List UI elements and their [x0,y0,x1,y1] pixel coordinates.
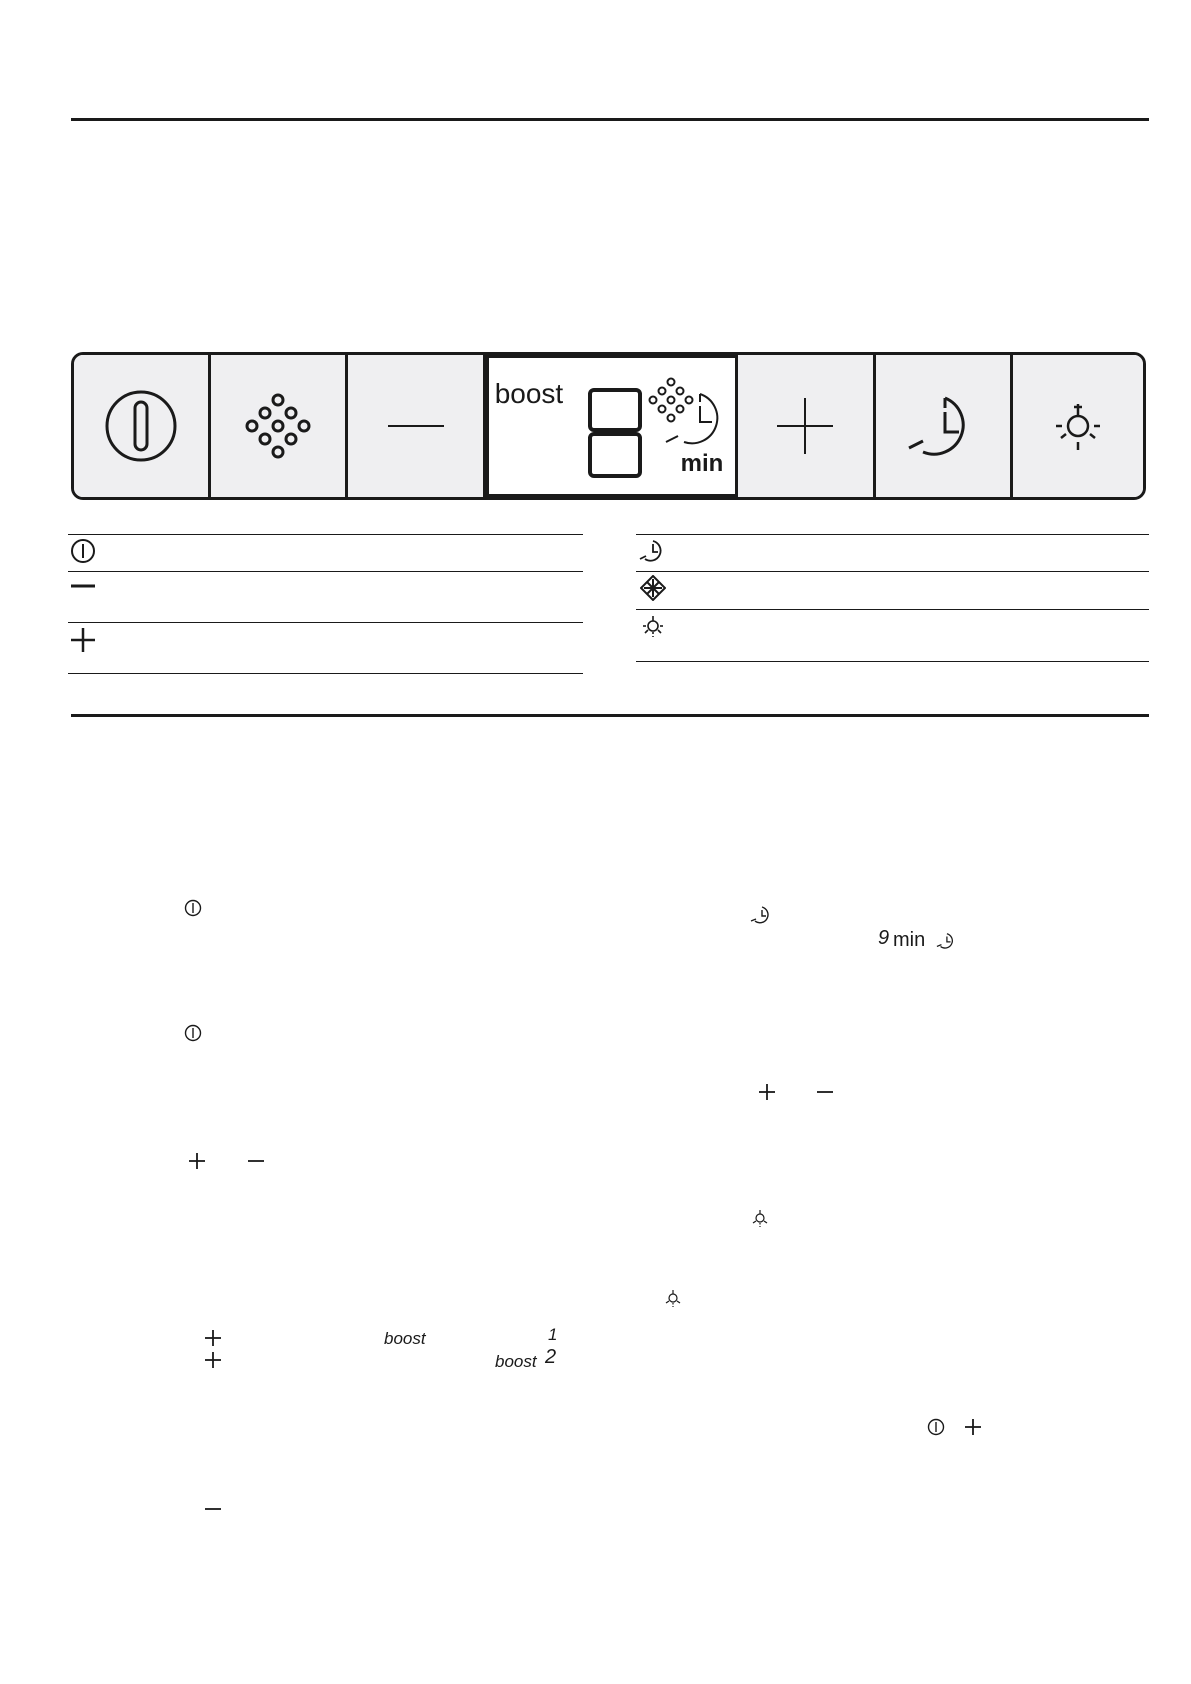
legend-row [636,534,1149,535]
plus-icon [188,1152,206,1170]
power-icon [70,538,96,564]
light-icon [750,1208,770,1228]
boost-level-1: 1 [548,1325,558,1344]
section-rule [71,714,1149,717]
control-panel [71,352,1146,500]
light-icon [1048,396,1108,456]
legend-row [68,571,583,572]
power-icon [927,1418,945,1436]
plus-icon [964,1418,982,1436]
light-icon [640,613,666,639]
minus-icon [70,580,96,592]
minus-icon [816,1088,834,1096]
minus-icon [204,1505,222,1513]
plus-icon [758,1083,776,1101]
legend-row [68,622,583,623]
power-icon [101,386,181,466]
fan-intensive-icon [243,391,313,461]
timer-icon [903,386,983,466]
boost-label: boost [384,1329,426,1348]
plus-icon [70,627,96,653]
minus-icon [247,1157,265,1165]
power-icon [184,899,202,917]
plus-icon [204,1329,222,1347]
display-panel [486,355,739,497]
plus-icon [204,1351,222,1369]
boost-label-2: boost [495,1352,537,1371]
plus-button[interactable] [738,355,875,497]
light-icon [663,1288,683,1308]
minus-button[interactable] [348,355,485,497]
power-button[interactable] [74,355,211,497]
grease-filter-icon [640,575,666,601]
display-timer-icon [664,382,732,450]
intensive-fan-button[interactable] [211,355,348,497]
top-rule [71,118,1149,121]
plus-icon [775,396,835,456]
nine-min-digit: 9 [878,927,890,949]
legend-row [68,673,583,674]
display-boost-label: boost [494,378,564,409]
timer-icon [638,537,666,565]
display-unit: min [680,450,724,477]
power-icon [184,1024,202,1042]
legend-row [636,609,1149,610]
timer-icon [750,904,772,926]
legend-row [636,661,1149,662]
boost-level-2: 2 [545,1346,557,1368]
light-button[interactable] [1013,355,1143,497]
legend-row [636,571,1149,572]
timer-icon [936,931,956,951]
nine-min-unit: min [893,929,926,951]
legend-row [68,534,583,535]
timer-button[interactable] [876,355,1013,497]
minus-icon [386,421,446,431]
seven-segment-digit [586,386,646,480]
